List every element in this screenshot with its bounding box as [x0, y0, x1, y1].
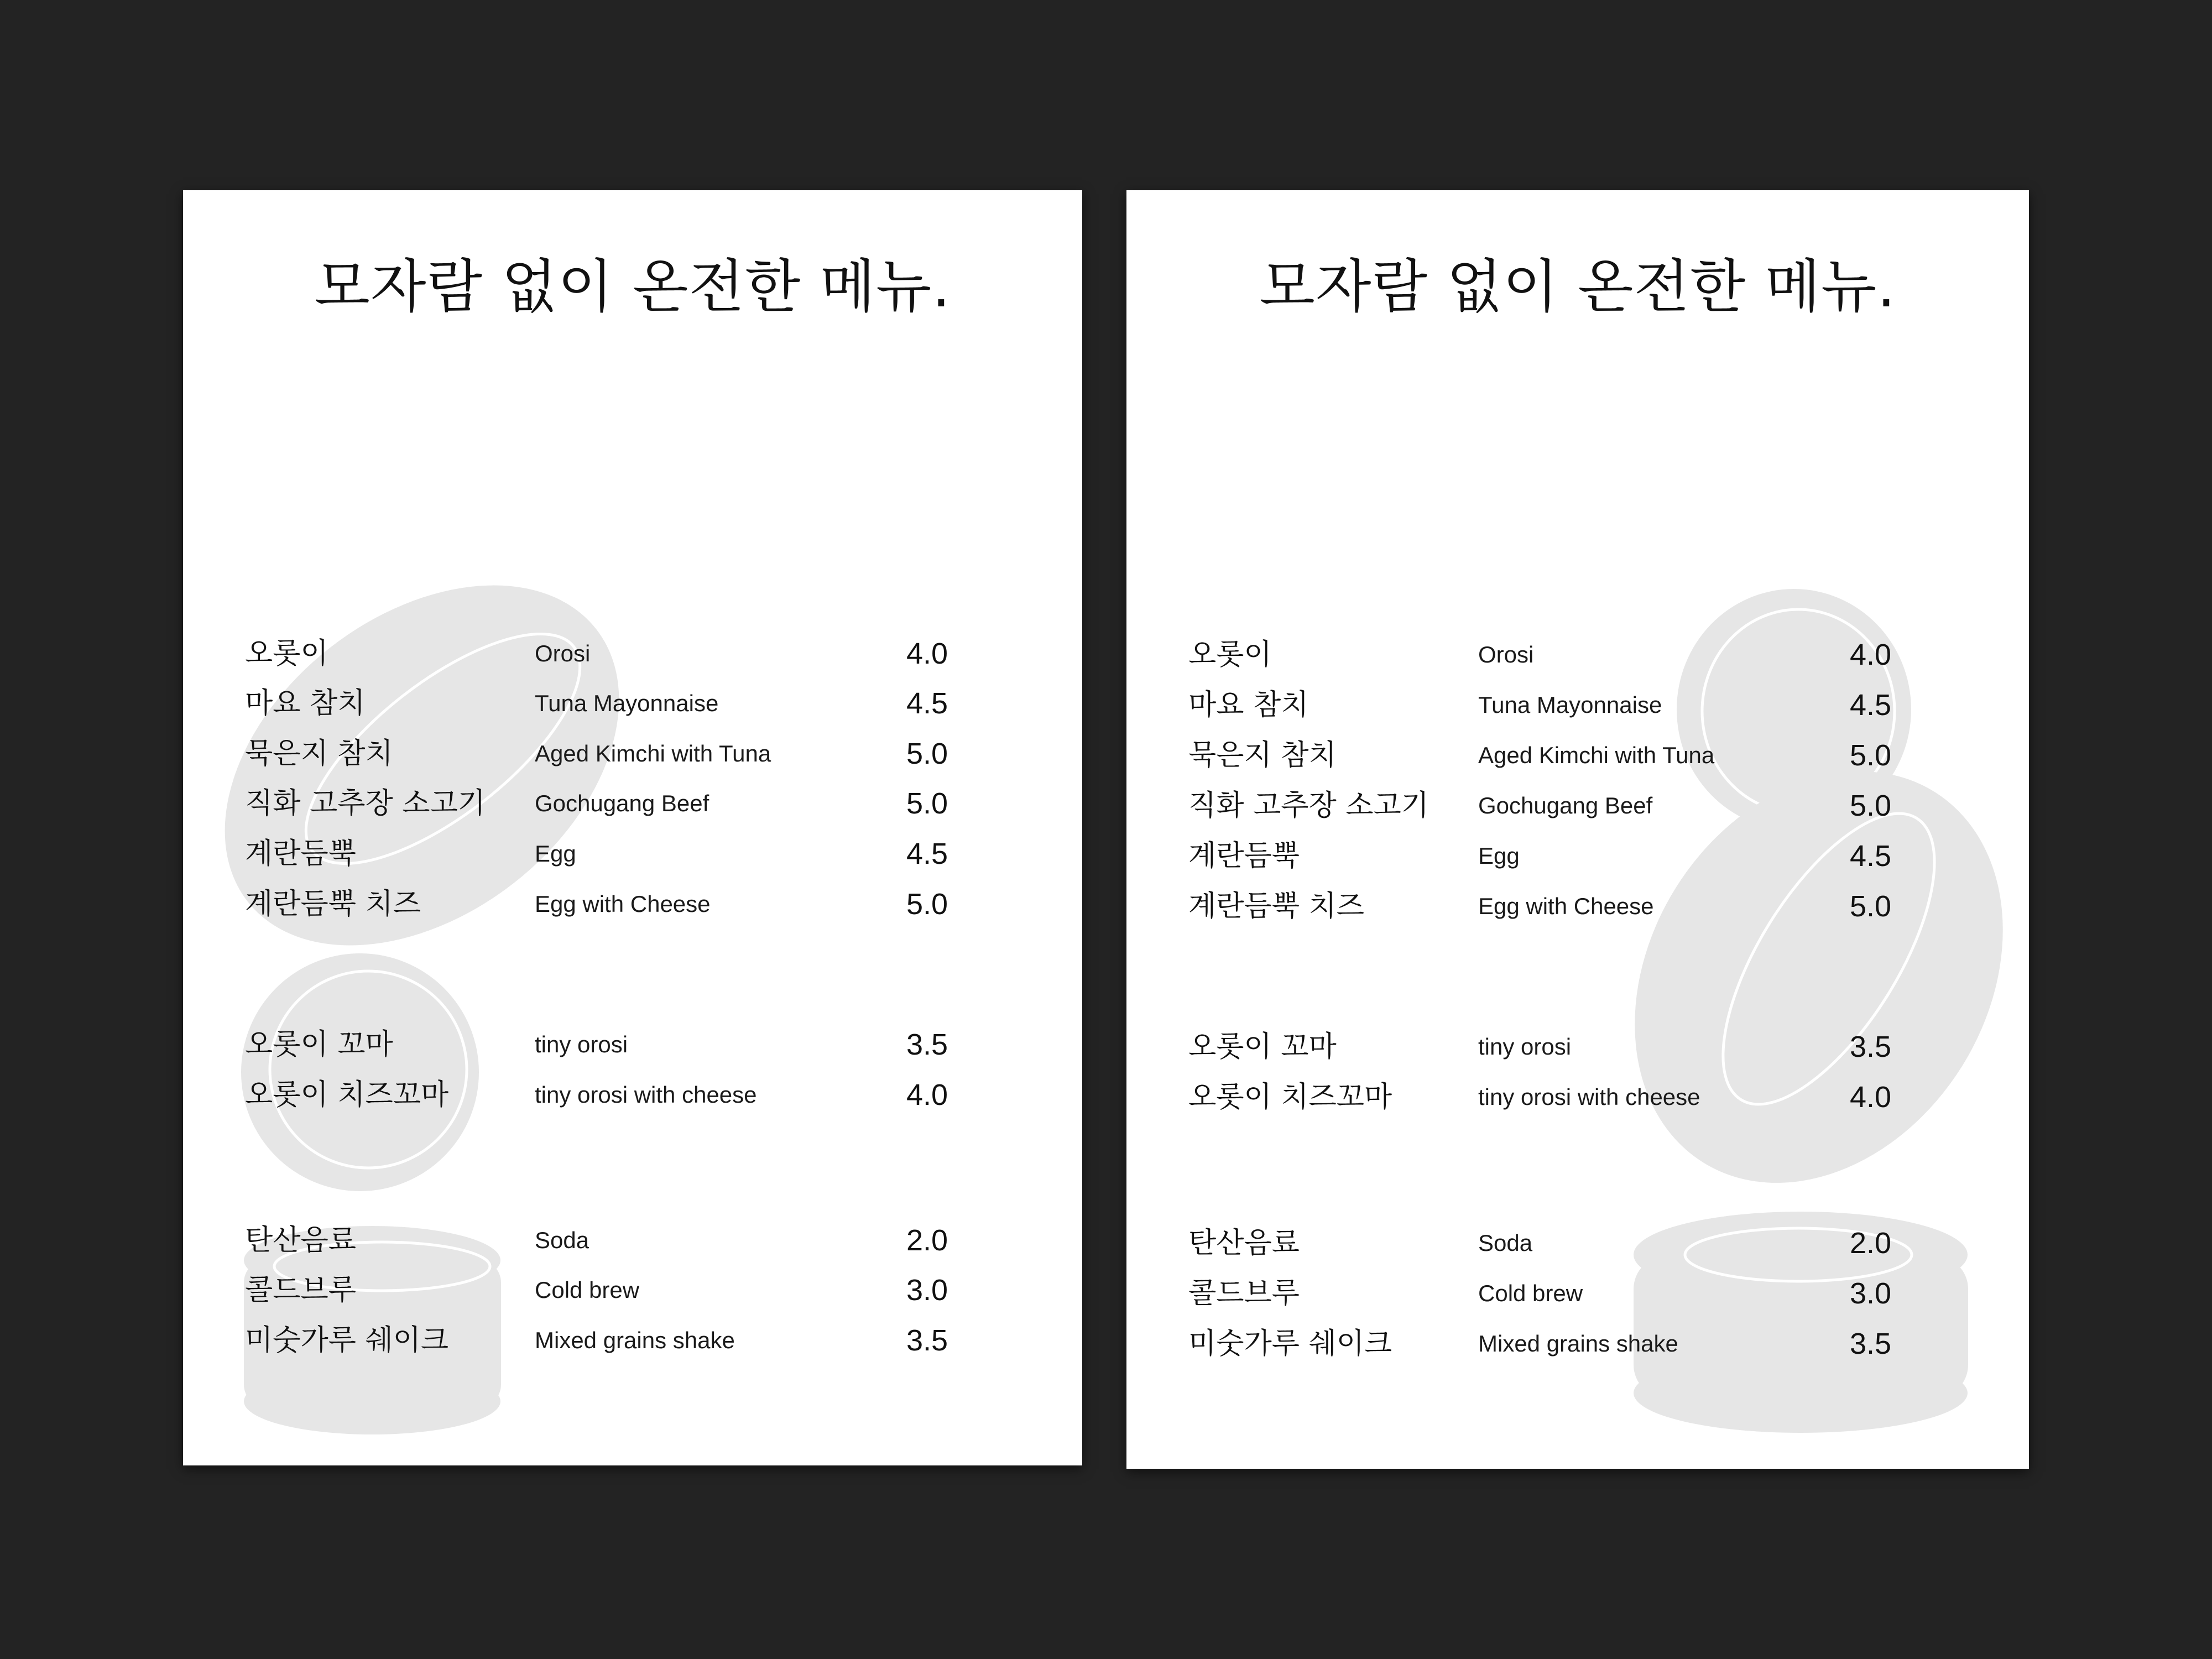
- item-korean-name: 미숫가루 쉐이크: [245, 1324, 449, 1357]
- item-english-name: tiny orosi: [535, 1031, 628, 1057]
- item-english-name: Aged Kimchi with Tuna: [1478, 742, 1715, 768]
- item-price: 5.0: [906, 888, 948, 921]
- small-disc-shape: [241, 953, 479, 1191]
- item-english-name: Orosi: [535, 640, 591, 666]
- menu-item: [183, 882, 1082, 926]
- item-english-name: Tuna Mayonnaise: [1478, 692, 1662, 718]
- item-english-name: Mixed grains shake: [535, 1327, 735, 1353]
- item-price: 4.0: [1850, 1081, 1892, 1114]
- item-price: 4.5: [1850, 839, 1892, 873]
- item-korean-name: 미숫가루 쉐이크: [1188, 1327, 1392, 1360]
- item-english-name: tiny orosi: [1478, 1034, 1572, 1060]
- item-price: 4.5: [906, 687, 948, 720]
- menu-item: [1126, 733, 2029, 778]
- menu-sheet-left: [183, 190, 1082, 1465]
- item-english-name: Egg: [1478, 843, 1520, 869]
- item-korean-name: 오롯이 꼬마: [245, 1028, 393, 1061]
- menu-item: [183, 732, 1082, 776]
- menu-item: [183, 681, 1082, 726]
- item-english-name: Gochugang Beef: [1478, 792, 1653, 818]
- item-korean-name: 묵은지 참치: [1188, 739, 1337, 772]
- item-english-name: Aged Kimchi with Tuna: [535, 740, 771, 766]
- menu-item: [1126, 683, 2029, 727]
- item-price: 4.5: [1850, 688, 1892, 722]
- item-price: 3.0: [906, 1274, 948, 1307]
- menu-item: [183, 832, 1082, 876]
- menu-item: [1126, 884, 2029, 928]
- item-english-name: Egg with Cheese: [1478, 893, 1654, 919]
- menu-item: [183, 1073, 1082, 1117]
- menu-item: [1126, 834, 2029, 878]
- menu-sheet-right: [1126, 190, 2029, 1469]
- menu-item: [1126, 1221, 2029, 1265]
- item-korean-name: 콜드브루: [1188, 1277, 1300, 1310]
- menu-title: 모자람 없이 온전한 메뉴.: [314, 253, 951, 320]
- menu-item: [1126, 633, 2029, 677]
- item-price: 4.5: [906, 837, 948, 870]
- item-price: 3.5: [906, 1028, 948, 1061]
- item-english-name: tiny orosi with cheese: [535, 1082, 757, 1108]
- item-price: 3.5: [906, 1324, 948, 1357]
- menu-item: [183, 1318, 1082, 1363]
- menu-item: [183, 781, 1082, 826]
- item-english-name: Cold brew: [535, 1277, 640, 1303]
- item-english-name: tiny orosi with cheese: [1478, 1084, 1700, 1110]
- item-korean-name: 직화 고추장 소고기: [1188, 789, 1429, 822]
- menu-item: [1126, 1322, 2029, 1366]
- menu-item: [1126, 1271, 2029, 1316]
- item-english-name: Orosi: [1478, 641, 1534, 667]
- menu-item: [183, 632, 1082, 676]
- item-korean-name: 탄산음료: [1188, 1227, 1300, 1260]
- item-english-name: Soda: [535, 1227, 589, 1253]
- item-korean-name: 오롯이: [245, 637, 328, 670]
- item-korean-name: 묵은지 참치: [245, 737, 393, 770]
- item-price: 5.0: [906, 737, 948, 770]
- item-korean-name: 계란듬뿍 치즈: [245, 888, 421, 921]
- item-english-name: Egg: [535, 841, 576, 867]
- item-english-name: Egg with Cheese: [535, 891, 711, 917]
- item-price: 5.0: [906, 787, 948, 820]
- item-price: 4.0: [906, 1078, 948, 1112]
- menu-item: [183, 1218, 1082, 1262]
- item-korean-name: 계란듬뿍: [1188, 839, 1300, 873]
- menu-item: [1126, 1075, 2029, 1119]
- item-korean-name: 오롯이 치즈꼬마: [245, 1078, 449, 1112]
- item-price: 4.0: [906, 637, 948, 670]
- item-english-name: Mixed grains shake: [1478, 1331, 1678, 1357]
- item-price: 2.0: [906, 1224, 948, 1257]
- item-korean-name: 탄산음료: [245, 1224, 356, 1257]
- menu-title: 모자람 없이 온전한 메뉴.: [1259, 253, 1896, 320]
- item-korean-name: 오롯이 치즈꼬마: [1188, 1081, 1392, 1114]
- menu-item: [183, 1022, 1082, 1067]
- item-price: 4.0: [1850, 638, 1892, 671]
- item-price: 5.0: [1850, 789, 1892, 822]
- item-english-name: Soda: [1478, 1230, 1533, 1256]
- item-english-name: Cold brew: [1478, 1280, 1583, 1306]
- item-english-name: Gochugang Beef: [535, 790, 709, 816]
- item-korean-name: 계란듬뿍 치즈: [1188, 890, 1364, 923]
- item-korean-name: 콜드브루: [245, 1274, 356, 1307]
- item-korean-name: 계란듬뿍: [245, 837, 356, 870]
- item-price: 2.0: [1850, 1227, 1892, 1260]
- menu-item: [1126, 1025, 2029, 1069]
- item-price: 5.0: [1850, 890, 1892, 923]
- item-price: 5.0: [1850, 739, 1892, 772]
- item-english-name: Tuna Mayonnaise: [535, 690, 719, 716]
- item-korean-name: 직화 고추장 소고기: [245, 787, 486, 820]
- menu-item: [183, 1268, 1082, 1312]
- item-price: 3.5: [1850, 1030, 1892, 1063]
- item-korean-name: 마요 참치: [1188, 688, 1309, 722]
- item-price: 3.5: [1850, 1327, 1892, 1360]
- menu-item: [1126, 784, 2029, 828]
- item-price: 3.0: [1850, 1277, 1892, 1310]
- item-korean-name: 마요 참치: [245, 687, 366, 720]
- item-korean-name: 오롯이: [1188, 638, 1272, 671]
- cylinder-bottom: [244, 1368, 500, 1434]
- item-korean-name: 오롯이 꼬마: [1188, 1030, 1337, 1063]
